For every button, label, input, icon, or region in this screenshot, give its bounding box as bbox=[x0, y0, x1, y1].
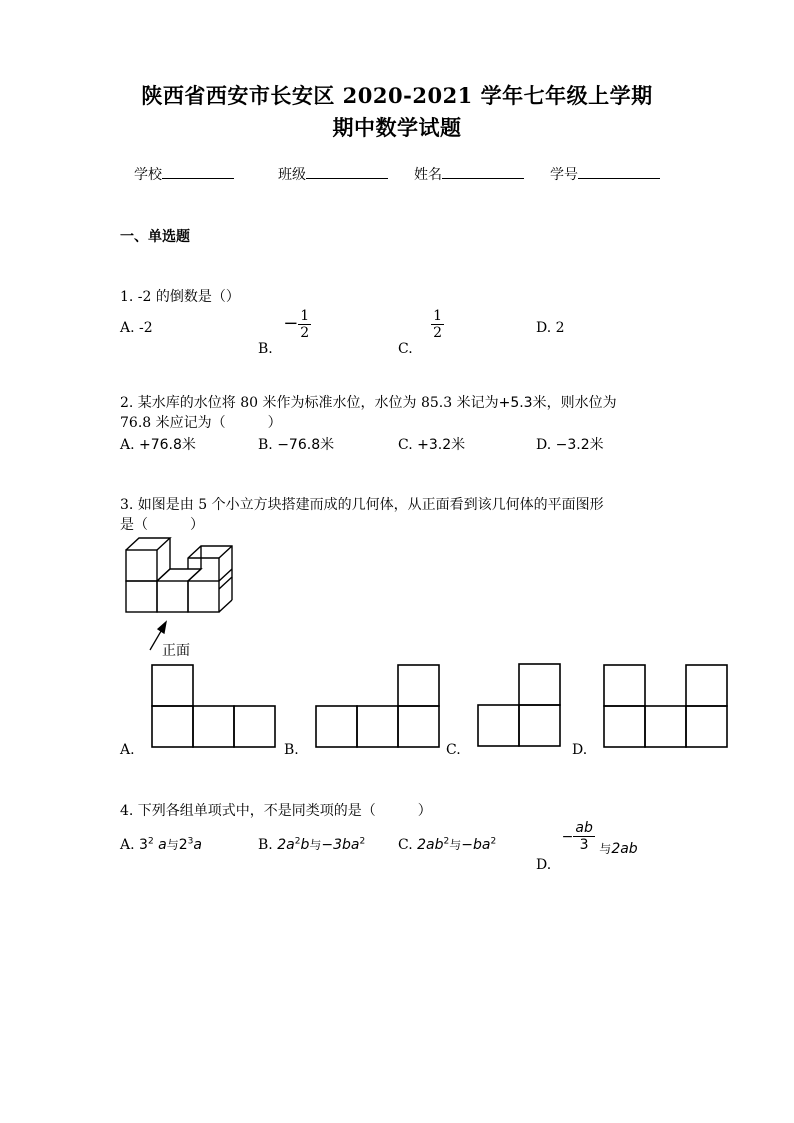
q2-a-value: +76.8 bbox=[139, 437, 182, 453]
section-heading: 一、单选题 bbox=[120, 229, 190, 245]
class-blank[interactable] bbox=[306, 164, 388, 179]
q4-option-d[interactable] bbox=[536, 820, 638, 873]
q3-option-a-figure[interactable] bbox=[150, 662, 280, 750]
q1-option-a[interactable]: A. -2 bbox=[120, 320, 153, 336]
q4-a-label: A. bbox=[120, 837, 135, 853]
school-label: 学校 bbox=[134, 167, 162, 183]
q3-option-b[interactable]: B. bbox=[284, 742, 299, 758]
q2-stem-pre: 2. 某水库的水位将 80 米作为标准水位，水位为 85.3 米记为 bbox=[120, 395, 499, 411]
q2-d-unit: 米 bbox=[589, 437, 604, 453]
q2-c-label: C. bbox=[398, 437, 413, 453]
q3-solid-figure bbox=[118, 534, 258, 656]
q3-option-d[interactable]: D. bbox=[572, 742, 588, 758]
q4-b-label: B. bbox=[258, 837, 273, 853]
q4-option-a[interactable] bbox=[120, 836, 202, 853]
q1-c-numerator: 1 bbox=[433, 308, 443, 324]
q1-b-label: B. bbox=[258, 340, 273, 357]
q1-b-numerator: 1 bbox=[300, 308, 310, 324]
class-label: 班级 bbox=[278, 167, 306, 183]
q4-d-sign: − bbox=[561, 828, 574, 845]
q2-b-label: B. bbox=[258, 437, 273, 453]
q3-option-a[interactable]: A. bbox=[120, 742, 135, 758]
q3-option-c[interactable]: C. bbox=[446, 742, 461, 758]
q2-a-label: A. bbox=[120, 437, 135, 453]
school-field bbox=[134, 164, 234, 184]
q3-front-label: 正面 bbox=[162, 643, 190, 659]
q2-a-unit: 米 bbox=[181, 437, 196, 453]
school-blank[interactable] bbox=[162, 164, 234, 179]
class-field bbox=[278, 164, 388, 184]
q4-a-yu: 与 bbox=[166, 838, 179, 852]
q2-d-label: D. bbox=[536, 437, 552, 453]
q4-c-term1: $2ab^2$ bbox=[417, 836, 450, 853]
q2-stem-line2: 76.8 米应记为（ ） bbox=[120, 415, 282, 431]
q1-option-d[interactable]: D. 2 bbox=[536, 320, 565, 336]
q4-a-term1: $3^2$ a bbox=[139, 836, 167, 853]
q4-b-yu: 与 bbox=[309, 838, 322, 852]
number-blank[interactable] bbox=[578, 164, 660, 179]
q4-d-label: D. bbox=[536, 856, 552, 873]
q2-c-value: +3.2 bbox=[417, 437, 452, 453]
q4-c-label: C. bbox=[398, 837, 413, 853]
q4-c-term2: $-ba^2$ bbox=[461, 836, 497, 853]
q2-option-c[interactable] bbox=[398, 434, 465, 454]
q4-b-term2: $-3ba^2$ bbox=[321, 836, 366, 853]
q3-option-b-figure[interactable] bbox=[314, 662, 444, 750]
q1-c-label: C. bbox=[398, 340, 413, 357]
q1-c-fraction bbox=[431, 308, 444, 341]
page-subtitle: 期中数学试题 bbox=[332, 115, 462, 140]
q1-c-denominator: 2 bbox=[433, 325, 443, 341]
q2-b-unit: 米 bbox=[320, 437, 335, 453]
name-blank[interactable] bbox=[442, 164, 524, 179]
q1-option-c[interactable] bbox=[398, 308, 444, 357]
page-title: 陕西省西安市长安区 2020-2021 学年七年级上学期 bbox=[141, 83, 653, 108]
q3-stem-line2: 是（ ） bbox=[120, 517, 204, 533]
q4-b-term1: $2a^2b$ bbox=[277, 836, 310, 853]
q4-d-term2: 2ab bbox=[611, 840, 638, 857]
q3-stem-line1: 3. 如图是由 5 个小立方块搭建而成的几何体，从正面看到该几何体的平面图形 bbox=[120, 497, 604, 513]
q3-option-d-figure[interactable] bbox=[602, 662, 732, 750]
q1-b-sign: − bbox=[283, 312, 299, 334]
q2-d-value: −3.2 bbox=[555, 437, 590, 453]
q3-option-c-figure[interactable] bbox=[476, 662, 566, 750]
number-label: 学号 bbox=[550, 167, 578, 183]
name-label: 姓名 bbox=[414, 167, 442, 183]
q4-d-yu: 与 bbox=[599, 841, 612, 856]
q2-stem-post: 米，则水位为 bbox=[532, 395, 617, 411]
number-field bbox=[550, 164, 660, 184]
q4-d-fraction bbox=[573, 820, 594, 853]
q4-d-numerator: ab bbox=[575, 820, 593, 836]
q2-b-value: −76.8 bbox=[277, 437, 321, 453]
name-field bbox=[414, 164, 524, 184]
q2-c-unit: 米 bbox=[451, 437, 466, 453]
q4-option-c[interactable] bbox=[398, 836, 496, 853]
q2-stem-line1 bbox=[120, 392, 617, 412]
q2-option-a[interactable] bbox=[120, 434, 196, 454]
q1-option-b[interactable] bbox=[258, 308, 311, 357]
q1-b-fraction bbox=[298, 308, 311, 341]
q4-a-term2: $2^3a$ bbox=[178, 836, 202, 853]
q4-c-yu: 与 bbox=[449, 838, 462, 852]
q4-option-b[interactable] bbox=[258, 836, 365, 853]
q4-stem: 4. 下列各组单项式中，不是同类项的是（ ） bbox=[120, 803, 432, 819]
q2-stem-value: +5.3 bbox=[498, 395, 533, 411]
q2-option-d[interactable] bbox=[536, 434, 604, 454]
q2-option-b[interactable] bbox=[258, 434, 334, 454]
q1-b-denominator: 2 bbox=[300, 325, 310, 341]
q4-d-denominator: 3 bbox=[579, 837, 589, 853]
q1-stem: 1. -2 的倒数是（） bbox=[120, 289, 240, 305]
